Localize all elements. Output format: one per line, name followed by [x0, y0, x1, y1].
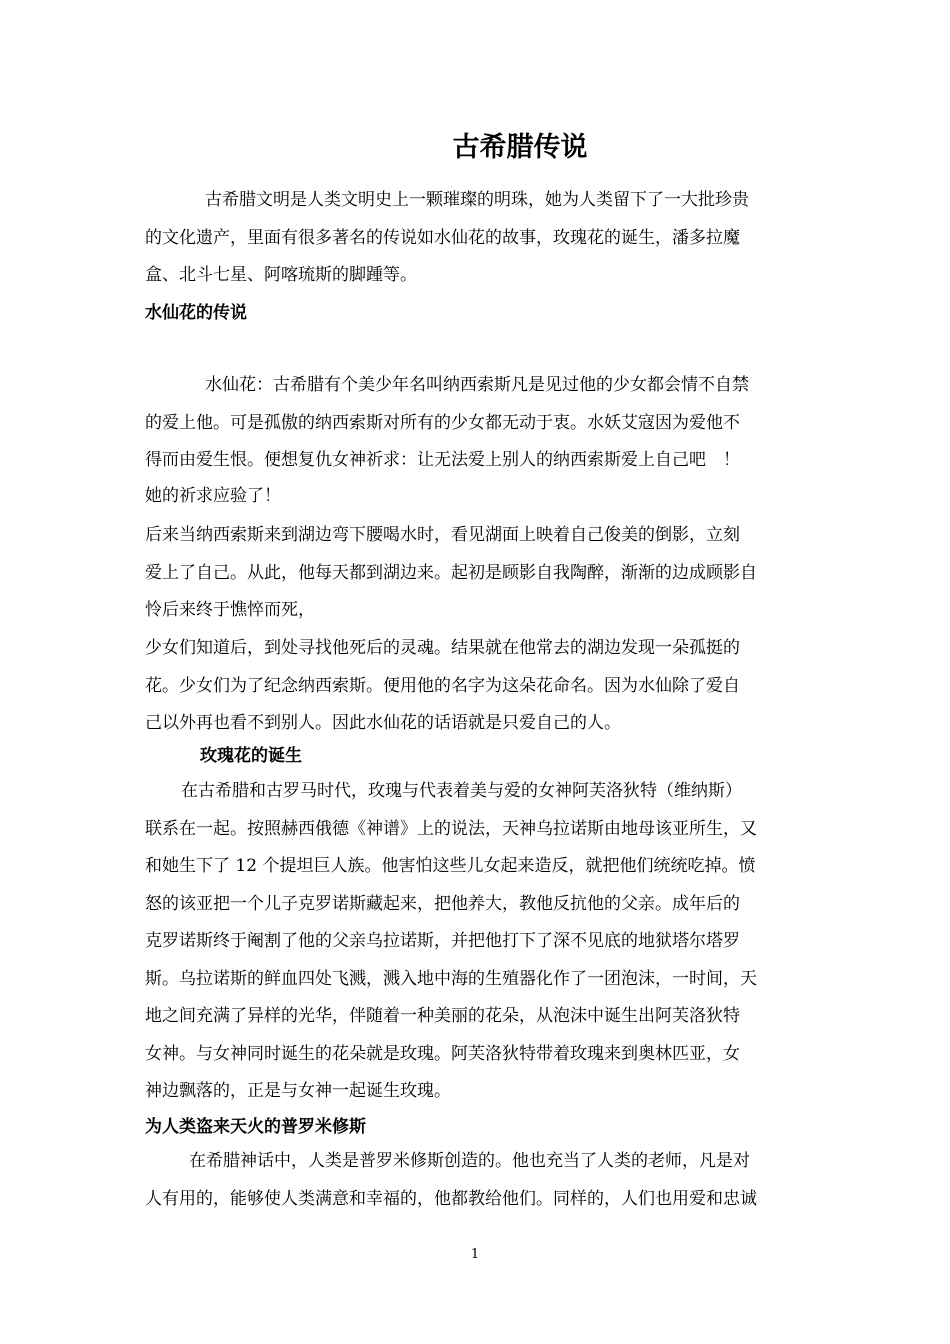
paragraph-line: 在希腊神话中，人类是普罗米修斯创造的。他也充当了人类的老师，凡是对: [189, 1151, 750, 1171]
paragraph-line: 的爱上他。可是孤傲的纳西索斯对所有的少女都无动于衷。水妖艾寇因为爱他不: [145, 412, 740, 433]
narcissus-paragraph-1: [145, 367, 810, 512]
paragraph-line: 地之间充满了异样的光华，伴随着一种美丽的花朵，从泡沫中诞生出阿芙洛狄特: [145, 1006, 740, 1026]
paragraph-line: 和她生下了 12 个提坦巨人族。他害怕这些儿女起来造反，就把他们统统吃掉。愤: [145, 856, 756, 876]
paragraph-line: 斯。乌拉诺斯的鲜血四处飞溅，溅入地中海的生殖器化作了一团泡沫，一时间，天: [145, 968, 757, 989]
document-title: 古希腊传说: [452, 132, 588, 163]
page-number: 1: [470, 1247, 480, 1262]
narcissus-paragraph-2: [145, 517, 810, 630]
paragraph-line: 克罗诺斯终于阉割了他的父亲乌拉诺斯，并把他打下了深不见底的地狱塔尔塔罗: [145, 931, 740, 951]
narcissus-paragraph-3: [145, 630, 810, 743]
section-heading-rose: 玫瑰花的诞生: [200, 746, 302, 766]
rose-paragraph: [145, 773, 810, 1111]
prometheus-paragraph: [145, 1143, 810, 1218]
paragraph-line: 怒的该亚把一个儿子克罗诺斯藏起来，把他养大，教他反抗他的父亲。成年后的: [145, 893, 740, 914]
paragraph-line: 她的祈求应验了！: [145, 485, 281, 506]
section-heading-narcissus: 水仙花的传说: [145, 303, 247, 323]
intro-line: 古希腊文明是人类文明史上一颗璀璨的明珠，她为人类留下了一大批珍贵: [205, 190, 749, 210]
intro-paragraph: [145, 182, 810, 295]
paragraph-line: 己以外再也看不到别人。因此水仙花的话语就是只爱自己的人。: [145, 713, 621, 733]
paragraph-line: 女神。与女神同时诞生的花朵就是玫瑰。阿芙洛狄特带着玫瑰来到奥林匹亚，女: [145, 1043, 740, 1064]
paragraph-line: 在古希腊和古罗马时代，玫瑰与代表着美与爱的女神阿芙洛狄特（维纳斯）: [181, 781, 742, 801]
intro-line: 盒、北斗七星、阿喀琉斯的脚踵等。: [145, 265, 417, 285]
paragraph-line: 得而由爱生恨。便想复仇女神祈求：让无法爱上别人的纳西索斯爱上自己吧 ！: [145, 450, 740, 470]
paragraph-line: 后来当纳西索斯来到湖边弯下腰喝水时，看见湖面上映着自己俊美的倒影，立刻: [145, 525, 740, 545]
paragraph-line: 爱上了自己。从此，他每天都到湖边来。起初是顾影自我陶醉，渐渐的边成顾影自: [145, 562, 757, 583]
paragraph-line: 花。少女们为了纪念纳西索斯。便用他的名字为这朵花命名。因为水仙除了爱自: [145, 675, 740, 696]
paragraph-line: 少女们知道后，到处寻找他死后的灵魂。结果就在他常去的湖边发现一朵孤挺的: [145, 638, 740, 658]
paragraph-line: 水仙花：古希腊有个美少年名叫纳西索斯凡是见过他的少女都会情不自禁: [205, 375, 749, 395]
intro-line: 的文化遗产，里面有很多著名的传说如水仙花的故事，玫瑰花的诞生，潘多拉魔: [145, 227, 740, 248]
section-heading-prometheus: 为人类盗来天火的普罗米修斯: [145, 1117, 366, 1137]
paragraph-line: 神边飘落的，正是与女神一起诞生玫瑰。: [145, 1081, 451, 1101]
paragraph-line: 怜后来终于憔悴而死，: [145, 600, 315, 620]
paragraph-line: 人有用的，能够使人类满意和幸福的，他都教给他们。同样的，人们也用爱和忠诚: [145, 1188, 757, 1209]
paragraph-line: 联系在一起。按照赫西俄德《神谱》上的说法，天神乌拉诺斯由地母该亚所生，又: [145, 818, 757, 839]
